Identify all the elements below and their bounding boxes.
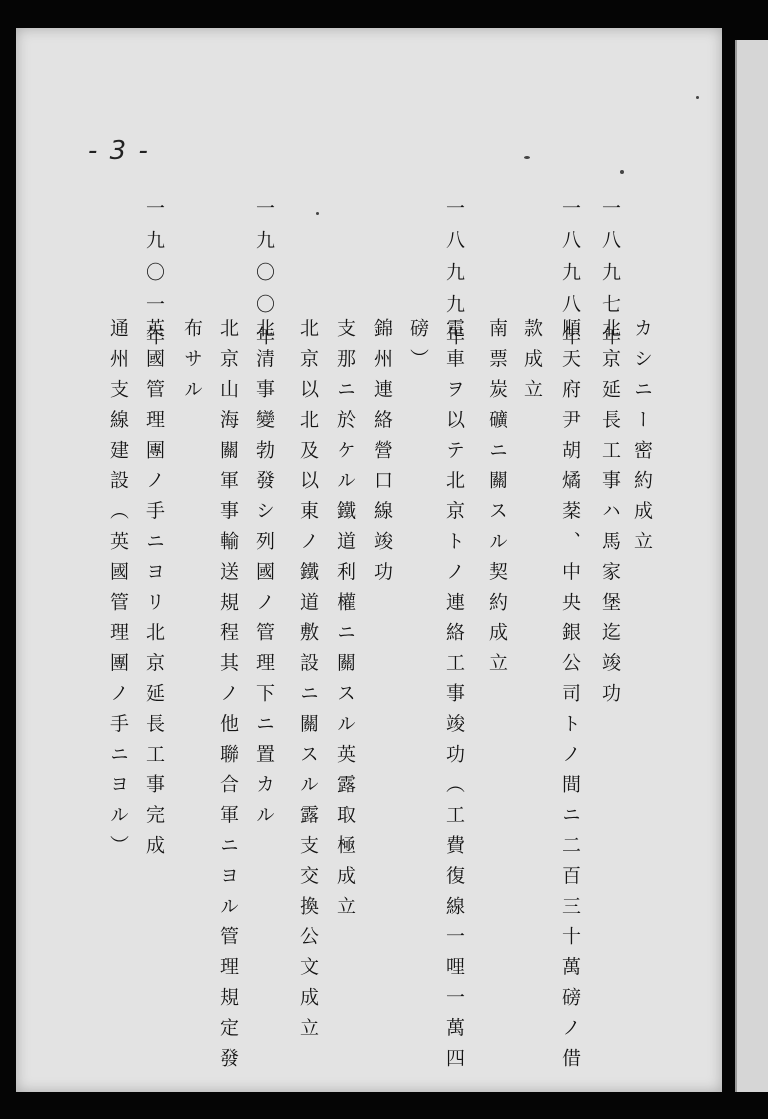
- entry-1901-line-2: 通州支線建設（英國管理團ノ手ニヨル）: [107, 318, 129, 866]
- entry-1901-line-1: 英國管理團ノ手ニヨリ北京延長工事完成: [143, 318, 165, 866]
- entry-1900-line-1: 北清事變勃發シ列國ノ管理下ニ置カル: [253, 318, 275, 835]
- year-1901: 一九〇一年: [143, 198, 165, 358]
- entry-1899-line-3: 錦州連絡營口線竣功: [371, 318, 393, 592]
- entry-1898-line-1: 北京延長工事ハ馬家堡迄竣功: [599, 318, 621, 714]
- ink-mark: [524, 156, 530, 159]
- entry-1898-line-2: 順天府尹胡燏棻、中央銀公司トノ間ニ二百三十萬磅ノ借: [559, 318, 581, 1078]
- year-1898: 一八九八年: [559, 198, 581, 358]
- entry-1898-line-3: 款成立: [521, 318, 543, 410]
- ink-mark: [316, 212, 319, 215]
- ink-mark: [696, 96, 699, 99]
- year-1897: 一八九七年: [599, 198, 621, 358]
- ink-mark: [620, 170, 624, 174]
- entry-1898-line-4: 南票炭礦ニ關スル契約成立: [486, 318, 508, 683]
- year-1899: 一八九九年: [443, 198, 465, 358]
- entry-1899-line-4: 支那ニ於ケル鐵道利權ニ關スル英露取極成立: [334, 318, 356, 926]
- year-1900: 一九〇〇年: [253, 198, 275, 358]
- adjacent-page-edge: [735, 40, 768, 1092]
- entry-1899-line-5: 北京以北及以東ノ鐵道敷設ニ關スル露支交換公文成立: [297, 318, 319, 1048]
- entry-1897-line: カシニー密約成立: [631, 318, 653, 562]
- entry-1899-line-1: 電車ヲ以テ北京トノ連絡工事竣功（工費復線一哩一萬四: [443, 318, 465, 1078]
- entry-1900-line-3: 布サル: [181, 318, 203, 410]
- page-number: - 3 -: [88, 136, 150, 166]
- entry-1900-line-2: 北京山海關軍事輸送規程其ノ他聯合軍ニヨル管理規定發: [217, 318, 239, 1078]
- entry-1899-line-2: 磅）: [407, 318, 429, 379]
